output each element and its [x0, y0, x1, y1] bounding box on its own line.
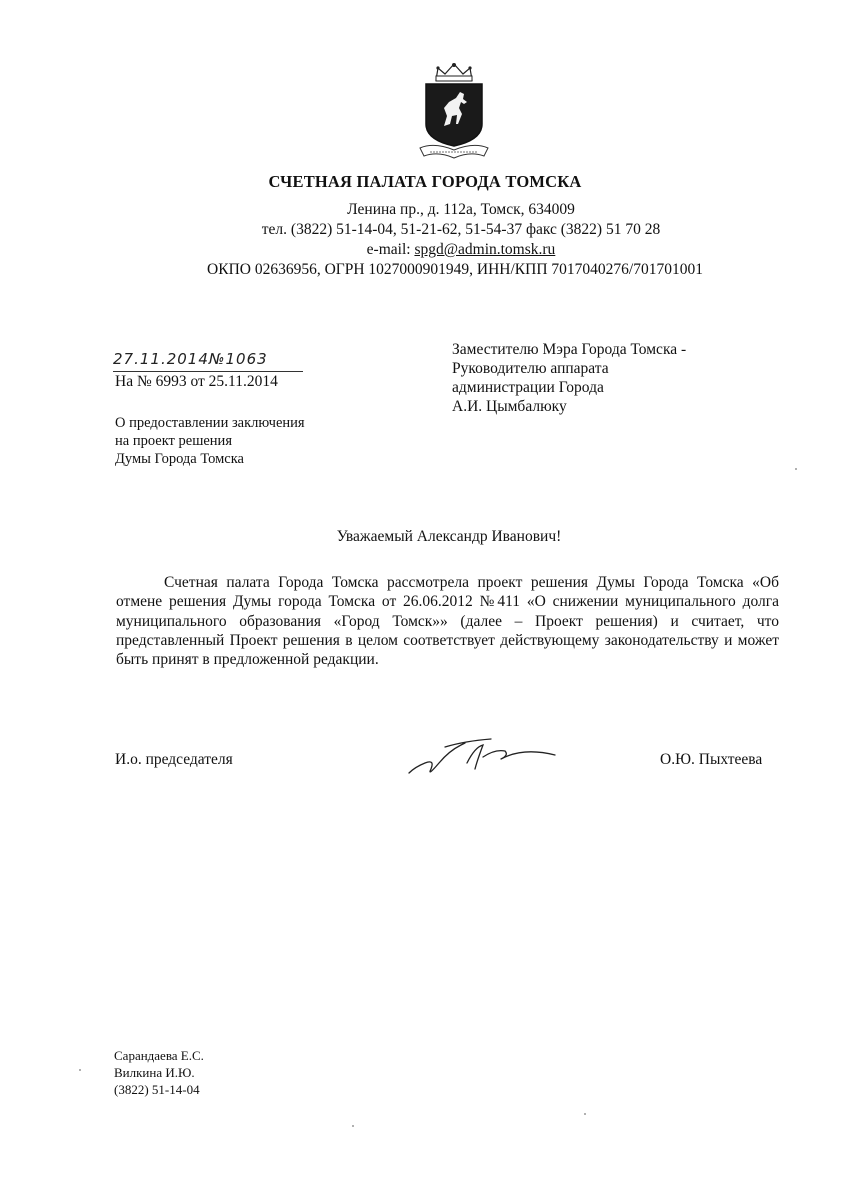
email-label: e-mail:	[366, 241, 415, 258]
greeting: Уважаемый Александр Иванович!	[336, 528, 562, 545]
addressee-line: Заместителю Мэра Города Томска -	[452, 341, 687, 358]
handwritten-signature	[405, 733, 560, 781]
organization-address: Ленина пр., д. 112а, Томск, 634009	[347, 201, 575, 218]
incoming-reference: На № 6993 от 25.11.2014	[115, 373, 278, 390]
letter-subject	[115, 414, 305, 468]
email-link[interactable]: spgd@admin.tomsk.ru	[414, 241, 556, 258]
addressee-block	[452, 340, 686, 416]
registration-underline	[113, 371, 303, 372]
addressee-line: администрации Города	[452, 379, 604, 396]
subject-line: на проект решения	[115, 433, 232, 449]
coat-of-arms-emblem	[414, 58, 494, 162]
subject-line: О предоставлении заключения	[115, 415, 305, 431]
scan-speck	[795, 468, 797, 470]
addressee-line: А.И. Цымбалюку	[452, 398, 567, 415]
organization-codes: ОКПО 02636956, ОГРН 1027000901949, ИНН/КПП 7017040276/701701001	[207, 261, 703, 278]
letter-body: Счетная палата Города Томска рассмотрела проект решения Думы Города Томска «Об отмене решения Думы города Томска от 26.06.2012 №411 «О снижении муниципального долга муниципального образования «Город Томск»» (далее – Проект решения) и считает, что представленный Проект решения в целом соответствует действующему законодательству и может быть принят в предложенной редакции.	[116, 574, 779, 669]
scan-speck	[584, 1113, 586, 1115]
subject-line: Думы Города Томска	[115, 451, 244, 467]
executor-line: Сарандаева Е.С.	[114, 1048, 204, 1063]
organization-email-line	[36, 241, 850, 259]
scan-speck	[79, 1069, 81, 1071]
organization-name: СЧЕТНАЯ ПАЛАТА ГОРОДА ТОМСКА	[268, 172, 582, 191]
executors-block	[114, 1047, 204, 1098]
addressee-line: Руководителю аппарата	[452, 360, 609, 377]
signatory-role: И.о. председателя	[115, 751, 233, 768]
executor-phone: (3822) 51-14-04	[114, 1082, 200, 1097]
signatory-name: О.Ю. Пыхтеева	[660, 751, 763, 768]
organization-phones: тел. (3822) 51-14-04, 51-21-62, 51-54-37 факс (3822) 51 70 28	[261, 221, 661, 238]
scan-speck	[352, 1125, 354, 1127]
handwritten-registration-number: 27.11.2014№1063	[113, 350, 268, 368]
executor-line: Вилкина И.Ю.	[114, 1065, 195, 1080]
